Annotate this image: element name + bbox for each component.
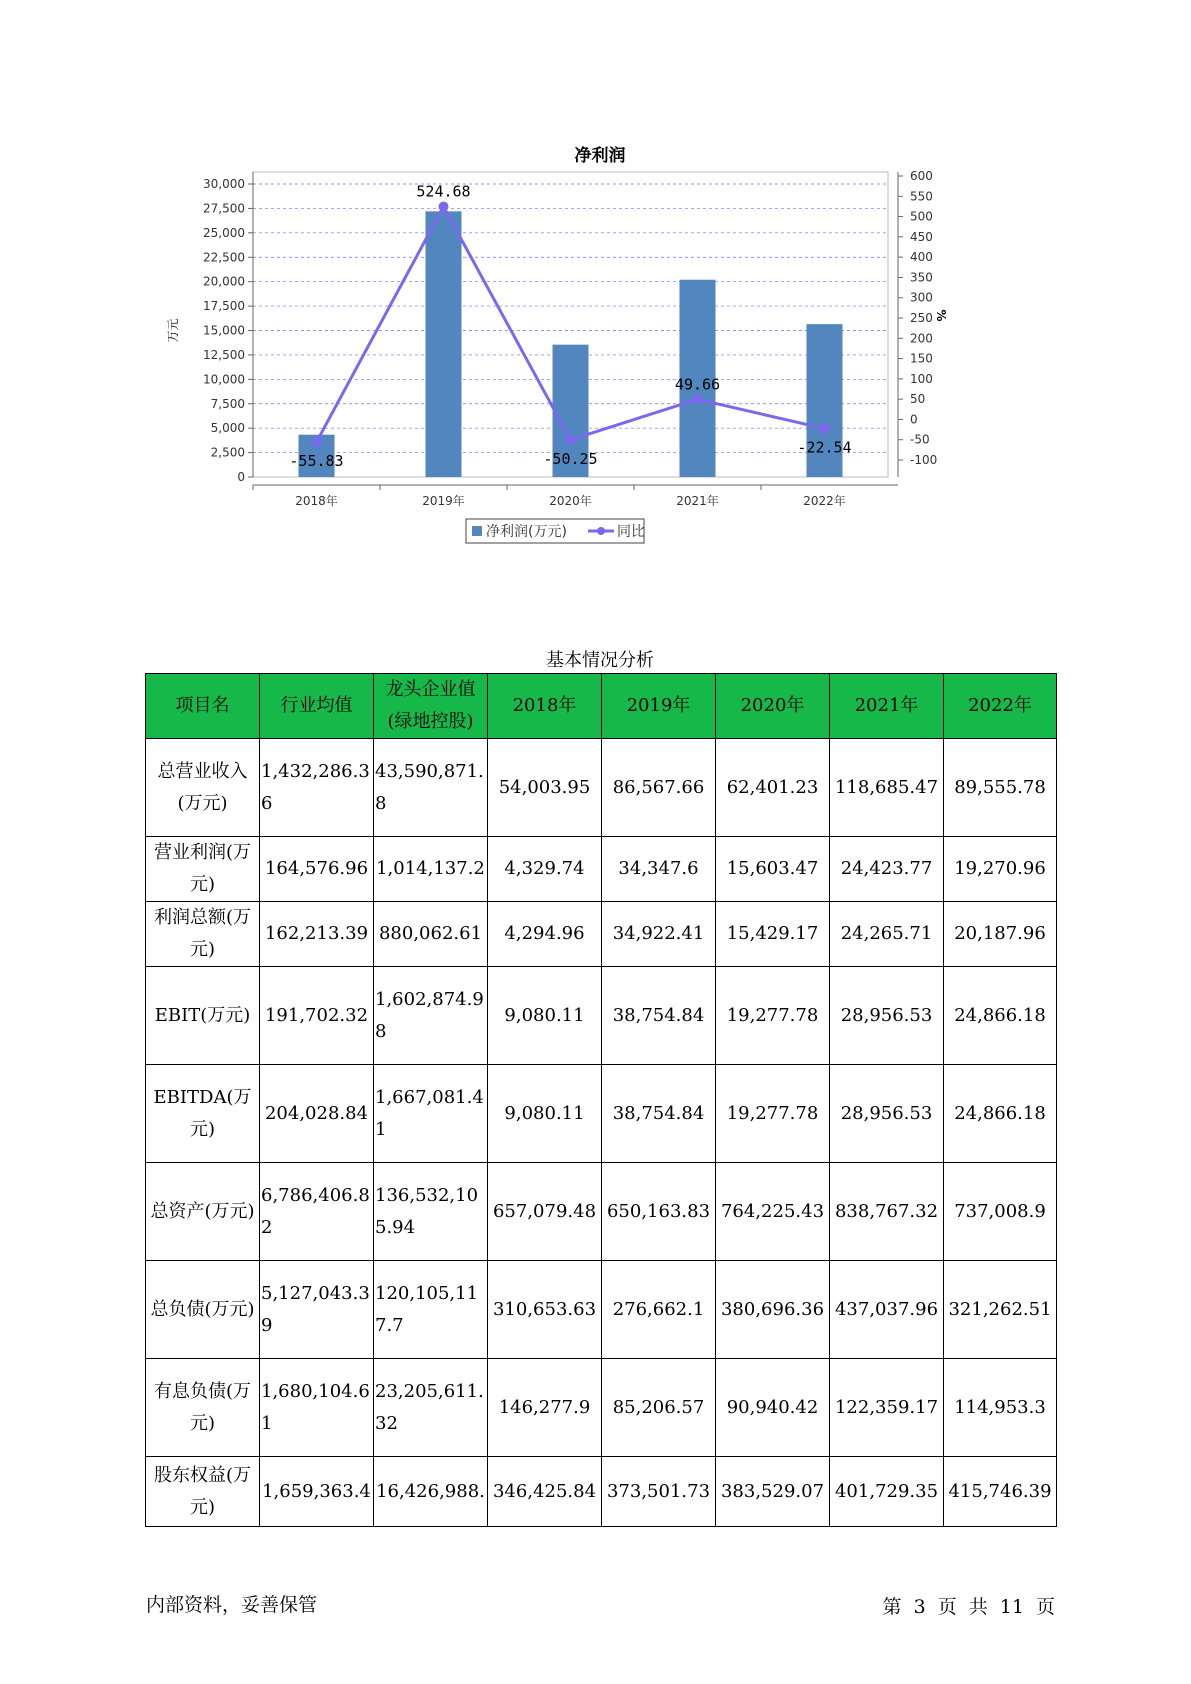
y-right-tick-label: 350 [910,270,933,285]
y-right-tick-label: 250 [910,311,933,325]
y-right-tick-label: 450 [910,229,933,244]
table-cell: 120,105,117.7 [374,1261,488,1359]
table-cell: 15,603.47 [716,837,830,902]
y-right-tick-label: -50 [910,432,930,447]
net-profit-chart [150,140,1050,600]
table-cell: 23,205,611.32 [374,1359,488,1457]
legend-line-label: 同比 [617,524,645,540]
table-cell: 43,590,871.8 [374,739,488,837]
table-cell: 1,602,874.98 [374,967,488,1065]
yoy-data-label: 524.68 [416,182,471,201]
yoy-point-2020年 [566,435,576,445]
table-row [146,1163,1057,1261]
row-label: 股东权益(万元) [146,1457,260,1527]
chart-legend [466,519,645,543]
table-cell: 118,685.47 [830,739,944,837]
table-cell: 24,866.18 [944,967,1057,1065]
y-left-tick-label: 7,500 [210,396,245,411]
x-tick-label: 2018年 [295,494,338,508]
y-left-tick-label: 20,000 [203,274,245,289]
table-cell: 4,294.96 [488,902,602,967]
header-cell: 项目名 [146,674,260,739]
header-cell: 行业均值 [260,674,374,739]
table-cell: 164,576.96 [260,837,374,902]
y-left-tick-label: 5,000 [210,421,245,436]
table-cell: 1,432,286.36 [260,739,374,837]
yoy-data-label: -50.25 [543,449,598,468]
table-row [146,1457,1057,1527]
yoy-data-label: -22.54 [797,438,852,457]
table-cell: 276,662.1 [602,1261,716,1359]
table-cell: 24,423.77 [830,837,944,902]
table-cell: 24,265.71 [830,902,944,967]
table-cell: 437,037.96 [830,1261,944,1359]
table-cell: 19,277.78 [716,1065,830,1163]
table-cell: 1,667,081.41 [374,1065,488,1163]
y-left-tick-label: 0 [237,470,245,484]
x-tick-label: 2022年 [803,494,846,508]
table-cell: 19,277.78 [716,967,830,1065]
y-left-axis-title: 万元 [166,318,180,343]
row-label: 有息负债(万元) [146,1359,260,1457]
table-cell: 162,213.39 [260,902,374,967]
table-row [146,837,1057,902]
y-right-tick-label: 600 [910,169,933,183]
row-label: 总营业收入(万元) [146,739,260,837]
table-cell: 657,079.48 [488,1163,602,1261]
y-left-tick-label: 22,500 [203,250,245,265]
y-left-tick-label: 27,500 [203,201,245,216]
y-right-tick-label: 550 [910,189,933,204]
table-cell: 401,729.35 [830,1457,944,1527]
y-right-tick-label: 500 [910,209,933,224]
x-tick-label: 2019年 [422,494,465,508]
table-cell: 34,347.6 [602,837,716,902]
table-cell: 737,008.9 [944,1163,1057,1261]
basic-analysis-table [145,673,1057,1527]
row-label: 总负债(万元) [146,1261,260,1359]
y-left-tick-label: 15,000 [203,323,245,338]
y-right-tick-label: 50 [910,392,926,407]
table-cell: 54,003.95 [488,739,602,837]
y-right-tick-label: 100 [910,371,933,386]
header-cell: 2020年 [716,674,830,739]
table-cell: 4,329.74 [488,837,602,902]
y-right-tick-label: 0 [910,412,918,427]
table-header-row [146,674,1057,739]
y-left-tick-label: 17,500 [203,299,245,314]
table-cell: 321,262.51 [944,1261,1057,1359]
footer-confidential-note: 内部资料，妥善保管 [146,1594,318,1616]
table-cell: 90,940.42 [716,1359,830,1457]
row-label: 利润总额(万元) [146,902,260,967]
table-cell: 146,277.9 [488,1359,602,1457]
table-cell: 373,501.73 [602,1457,716,1527]
table-cell: 380,696.36 [716,1261,830,1359]
row-label: 总资产(万元) [146,1163,260,1261]
chart-canvas [150,140,1050,600]
table-cell: 9,080.11 [488,967,602,1065]
table-cell: 136,532,105.94 [374,1163,488,1261]
footer-page-number: 第 3 页 共 11 页 [882,1596,1055,1618]
legend-bar-swatch [472,526,482,536]
table-cell: 28,956.53 [830,967,944,1065]
table-cell: 89,555.78 [944,739,1057,837]
table-cell: 650,163.83 [602,1163,716,1261]
table-row [146,739,1057,837]
table-cell: 122,359.17 [830,1359,944,1457]
table-cell: 1,680,104.61 [260,1359,374,1457]
y-left-tick-label: 30,000 [203,177,245,191]
table-cell: 204,028.84 [260,1065,374,1163]
x-tick-label: 2021年 [676,494,719,508]
table-cell: 191,702.32 [260,967,374,1065]
y-left-tick-label: 2,500 [210,445,245,460]
table-cell: 38,754.84 [602,1065,716,1163]
table-cell: 38,754.84 [602,967,716,1065]
legend-bar-label: 净利润(万元) [486,524,567,540]
yoy-point-2018年 [312,437,322,447]
table-cell: 16,426,988. [374,1457,488,1527]
table-cell: 20,187.96 [944,902,1057,967]
table-row [146,1359,1057,1457]
legend-line-marker [597,527,605,535]
y-right-tick-label: 300 [910,290,933,305]
header-cell: 龙头企业值(绿地控股) [374,674,488,739]
y-left-tick-label: 10,000 [203,372,245,387]
table-cell: 114,953.3 [944,1359,1057,1457]
table-cell: 764,225.43 [716,1163,830,1261]
table-caption: 基本情况分析 [546,650,654,671]
yoy-data-label: -55.83 [289,452,344,471]
table-row [146,902,1057,967]
yoy-point-2019年 [439,202,449,212]
table-cell: 1,014,137.2 [374,837,488,902]
table-cell: 24,866.18 [944,1065,1057,1163]
table-cell: 1,659,363.4 [260,1457,374,1527]
table-cell: 9,080.11 [488,1065,602,1163]
x-tick-label: 2020年 [549,494,592,508]
y-right-tick-label: 200 [910,331,933,346]
y-right-axis-title: % [934,309,948,322]
table-cell: 880,062.61 [374,902,488,967]
table-cell: 346,425.84 [488,1457,602,1527]
table-cell: 86,567.66 [602,739,716,837]
y-left-tick-label: 25,000 [203,225,245,240]
header-cell: 2018年 [488,674,602,739]
table-cell: 28,956.53 [830,1065,944,1163]
y-right-tick-label: -100 [910,453,938,467]
header-cell: 2021年 [830,674,944,739]
table-cell: 5,127,043.39 [260,1261,374,1359]
header-cell: 2022年 [944,674,1057,739]
table-row [146,967,1057,1065]
y-right-tick-label: 150 [910,351,933,366]
table-cell: 310,653.63 [488,1261,602,1359]
table-cell: 838,767.32 [830,1163,944,1261]
table-cell: 85,206.57 [602,1359,716,1457]
table-row [146,1261,1057,1359]
yoy-point-2022年 [820,424,830,434]
y-right-tick-label: 400 [910,250,933,265]
table-cell: 15,429.17 [716,902,830,967]
row-label: EBIT(万元) [146,967,260,1065]
table-cell: 383,529.07 [716,1457,830,1527]
bar-2019年 [426,211,462,477]
table-cell: 19,270.96 [944,837,1057,902]
yoy-data-label: 49.66 [674,375,721,394]
table-cell: 6,786,406.82 [260,1163,374,1261]
yoy-point-2021年 [693,394,703,404]
table-cell: 62,401.23 [716,739,830,837]
row-label: EBITDA(万元) [146,1065,260,1163]
row-label: 营业利润(万元) [146,837,260,902]
chart-title: 净利润 [574,146,626,166]
y-left-tick-label: 12,500 [203,347,245,362]
header-cell: 2019年 [602,674,716,739]
table-row [146,1065,1057,1163]
table-cell: 34,922.41 [602,902,716,967]
table-cell: 415,746.39 [944,1457,1057,1527]
